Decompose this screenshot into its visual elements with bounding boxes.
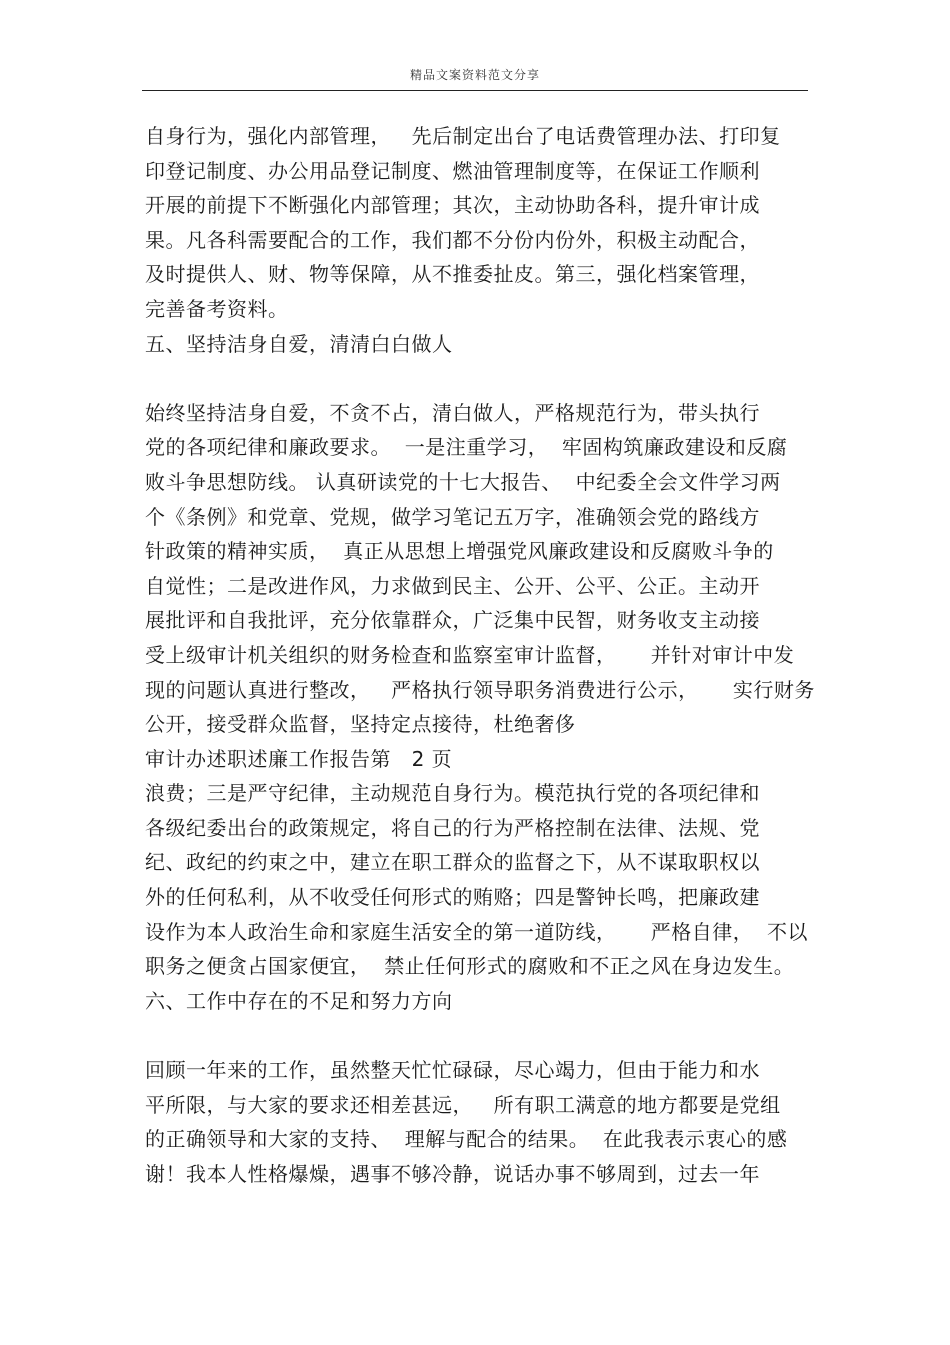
text-line: 自身行为，强化内部管理， 先后制定出台了电话费管理办法、打印复 <box>145 124 781 148</box>
text-line: 回顾一年来的工作，虽然整天忙忙碌碌，尽心竭力，但由于能力和水 <box>145 1058 760 1083</box>
text-line: 败斗争思想防线。 认真研读党的十七大报告、 中纪委全会文件学习两 <box>145 469 781 494</box>
text-line: 印登记制度、办公用品登记制度、燃油管理制度等，在保证工作顺利 <box>145 158 760 183</box>
text-line: 平所限，与大家的要求还相差甚远， 所有职工满意的地方都要是党组 <box>145 1092 781 1117</box>
text-line: 始终坚持洁身自爱，不贪不占，清白做人，严格规范行为，带头执行 <box>145 400 760 425</box>
text-line: 设作为本人政治生命和家庭生活安全的第一道防线， 严格自律， 不以 <box>145 919 809 944</box>
text-line: 展批评和自我批评，充分依靠群众，广泛集中民智，财务收支主动接 <box>145 608 760 633</box>
page-header <box>142 62 808 91</box>
text-line: 开展的前提下不断强化内部管理；其次，主动协助各科，提升审计成 <box>145 193 760 218</box>
text-line: 审计办述职述廉工作报告第 2 页 <box>145 746 453 771</box>
text-line: 针政策的精神实质， 真正从思想上增强党风廉政建设和反腐败斗争的 <box>145 539 774 564</box>
blank-line <box>145 361 825 396</box>
text-line: 受上级审计机关组织的财务检查和监察室审计监督， 并针对审计中发 <box>145 642 795 667</box>
text-line: 五、坚持洁身自爱，清清白白做人 <box>145 331 453 356</box>
text-line: 各级纪委出台的政策规定，将自己的行为严格控制在法律、法规、党 <box>145 815 760 840</box>
text-line: 纪、政纪的约束之中，建立在职工群众的监督之下，从不谋取职权以 <box>145 850 760 875</box>
text-line: 果。凡各科需要配合的工作，我们都不分份内份外，积极主动配合， <box>145 227 760 252</box>
blank-line <box>145 1018 825 1053</box>
text-line: 公开，接受群众监督，坚持定点接待，杜绝奢侈 <box>145 712 576 737</box>
text-line: 个《条例》和党章、党规，做学习笔记五万字，准确领会党的路线方 <box>145 504 760 529</box>
text-line: 外的任何私利，从不收受任何形式的贿赂；四是警钟长鸣，把廉政建 <box>145 885 760 910</box>
header-title: 精品文案资料范文分享 <box>409 68 540 82</box>
text-line: 职务之便贪占国家便宜， 禁止任何形式的腐败和不正之风在身边发生。 <box>145 954 795 979</box>
text-line: 党的各项纪律和廉政要求。 一是注重学习， 牢固构筑廉政建设和反腐 <box>145 435 788 460</box>
text-line: 谢！我本人性格爆燥，遇事不够冷静，说话办事不够周到，过去一年 <box>145 1161 760 1186</box>
text-line: 及时提供人、财、物等保障，从不推委扯皮。第三，强化档案管理， <box>145 262 760 287</box>
text-line: 的正确领导和大家的支持、 理解与配合的结果。 在此我表示衷心的感 <box>145 1127 788 1152</box>
text-line: 现的问题认真进行整改， 严格执行领导职务消费进行公示， 实行财务 <box>145 677 815 702</box>
document-body <box>145 119 825 1191</box>
text-line: 完善备考资料。 <box>145 296 289 321</box>
text-line: 自觉性；二是改进作风，力求做到民主、公开、公平、公正。主动开 <box>145 573 760 598</box>
text-line: 浪费；三是严守纪律，主动规范自身行为。模范执行党的各项纪律和 <box>145 781 760 806</box>
text-line: 六、工作中存在的不足和努力方向 <box>145 988 453 1013</box>
